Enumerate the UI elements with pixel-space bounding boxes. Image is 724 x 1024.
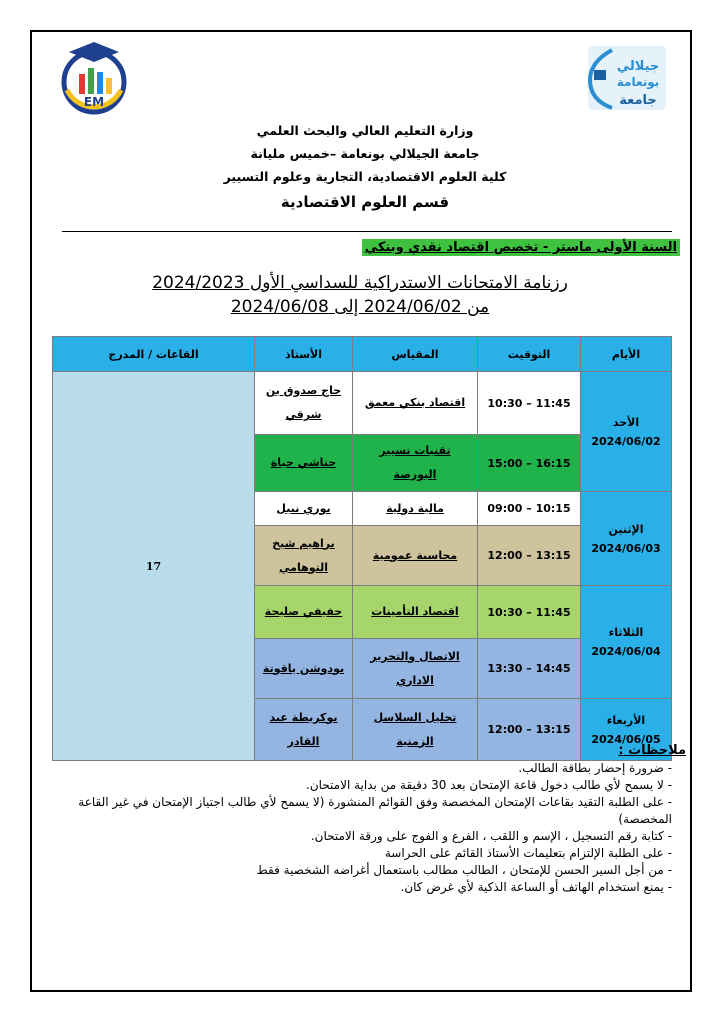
- notes-list: [46, 760, 686, 896]
- notes-title: ملاحظات :: [618, 743, 686, 758]
- professor-cell: حفيفي صليحة: [255, 586, 353, 639]
- time-cell: 10:30 – 11:45: [478, 586, 581, 639]
- day-cell: [581, 586, 672, 699]
- university-name: جامعة الجيلالي بونعامة –خميس مليانة: [250, 146, 480, 161]
- header-professor: الأستاذ: [255, 337, 353, 372]
- schedule-title: رزنامة الامتحانات الاستدراكية للسداسي الأول 2024/2023: [152, 273, 568, 293]
- svg-text:جامعة: جامعة: [619, 93, 657, 108]
- day-cell: [581, 492, 672, 586]
- day-cell: [581, 372, 672, 492]
- header-divider: [62, 231, 672, 232]
- module-cell: تقنيات تسيير البورصة: [353, 435, 478, 492]
- department-name: قسم العلوم الاقتصادية: [280, 193, 450, 211]
- note-item: - على الطلبة الإلتزام بتعليمات الأستاذ القائم على الحراسة: [384, 846, 672, 860]
- hall-number: 17: [53, 372, 255, 761]
- module-cell: محاسبة عمومية: [353, 526, 478, 586]
- ministry-name: وزارة التعليم العالي والبحث العلمي: [256, 123, 474, 138]
- day-name: الثلاثاء: [608, 626, 644, 639]
- svg-text:بونعامة: بونعامة: [616, 75, 660, 89]
- day-date: 2024/06/04: [591, 645, 661, 658]
- time-cell: 12:00 – 13:15: [478, 526, 581, 586]
- header-days: الأيام: [581, 337, 672, 372]
- module-cell: اقتصاد التأمينات: [353, 586, 478, 639]
- svg-text:جيلالي: جيلالي: [616, 59, 660, 74]
- header-halls: القاعات / المدرج: [53, 337, 255, 372]
- day-date: 2024/06/05: [591, 732, 661, 746]
- note-item: - من أجل السير الحسن للإمتحان ، الطالب مطالب باستعمال أغراضه الشخصية فقط: [256, 863, 672, 877]
- schedule-period: من 2024/06/02 إلى 2024/06/08: [230, 297, 490, 317]
- day-date: 2024/06/02: [591, 434, 661, 448]
- note-item: - يمنع استخدام الهاتف أو الساعة الذكية لأي غرض كان.: [400, 880, 672, 894]
- professor-cell: بوكريطة عبد القادر: [255, 699, 353, 761]
- table-row: [53, 372, 672, 435]
- professor-cell: بودوشن ياقوتة: [255, 639, 353, 699]
- header-module: المقياس: [353, 337, 478, 372]
- notes-section: [46, 743, 686, 896]
- exam-schedule-table: [52, 336, 672, 761]
- table-header-row: [53, 337, 672, 372]
- faculty-name: كلية العلوم الاقتصادية، التجارية وعلوم التسيير: [223, 169, 507, 184]
- day-name: الأحد: [612, 415, 640, 429]
- day-name: الأربعاء: [606, 713, 646, 727]
- university-logo: [582, 42, 672, 114]
- time-cell: 12:00 – 13:15: [478, 699, 581, 761]
- time-cell: 13:30 – 14:45: [478, 639, 581, 699]
- time-cell: 15:00 – 16:15: [478, 435, 581, 492]
- note-item: - كتابة رقم التسجيل ، الإسم و اللقب ، الفرع و الفوج على ورقة الامتحان.: [310, 829, 672, 843]
- note-item: - ضرورة إحضار بطاقة الطالب.: [518, 761, 672, 775]
- module-cell: تحليل السلاسل الزمنية: [353, 699, 478, 761]
- time-cell: 10:30 – 11:45: [478, 372, 581, 435]
- note-item: - لا يسمح لأي طالب دخول قاعة الإمتحان بعد 30 دقيقة من بداية الامتحان.: [306, 778, 672, 792]
- professor-cell: حناشي حياة: [255, 435, 353, 492]
- header-time: التوقيت: [478, 337, 581, 372]
- module-cell: اقتصاد بنكي معمق: [353, 372, 478, 435]
- professor-cell: براهيم شيخ التوهامي: [255, 526, 353, 586]
- logo-left-text: EM: [83, 95, 105, 109]
- module-cell: الاتصال والتحرير الاداري: [353, 639, 478, 699]
- professor-cell: حاج صدوق بن شرقي: [255, 372, 353, 435]
- day-name: الإثنين: [608, 522, 644, 536]
- faculty-logo: [55, 38, 133, 118]
- time-cell: 09:00 – 10:15: [478, 492, 581, 526]
- note-item: - على الطلبة التقيد بقاعات الإمتحان المخصصة وفق القوائم المنشورة (لا يسمح لأي طالب اجتياز الإمتحان في غير القاعة المخصصة): [78, 795, 672, 826]
- day-date: 2024/06/03: [591, 541, 661, 555]
- professor-cell: بوري نبيل: [255, 492, 353, 526]
- module-cell: مالية دولية: [353, 492, 478, 526]
- specialty-label: السنة الأولى ماستر - تخصص اقتصاد نقدي وبنكي: [362, 239, 680, 256]
